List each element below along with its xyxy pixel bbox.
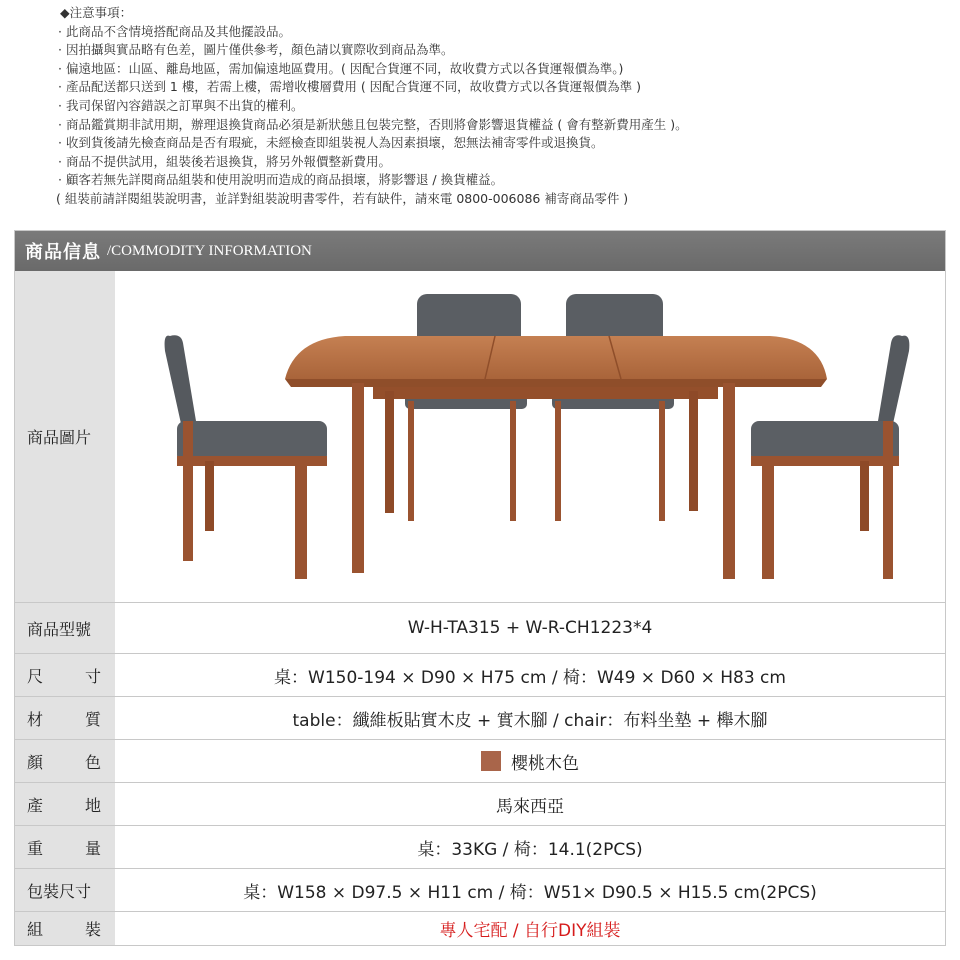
- label-material-b: 質: [84, 709, 101, 729]
- label-weight-b: 量: [84, 838, 101, 858]
- value-weight: 桌：33KG / 椅：14.1(2PCS): [417, 839, 643, 860]
- label-color-a: 顏: [27, 752, 44, 772]
- row-model: [15, 602, 945, 653]
- row-material: [15, 696, 945, 739]
- dining-set-illustration: [115, 271, 945, 602]
- color-swatch: [481, 751, 501, 771]
- note-line-assembly: ( 組裝前請詳閱組裝說明書，並詳對組裝說明書零件，若有缺件，請來電 0800-006086 補寄商品零件 ): [56, 190, 629, 206]
- label-assembly: [15, 912, 115, 945]
- back-chair-left: [405, 294, 527, 521]
- label-size-b: 寸: [84, 666, 101, 686]
- label-weight: [15, 826, 115, 868]
- value-size: 桌：W150-194 × D90 × H75 cm / 椅：W49 × D60 × H83 cm: [274, 667, 786, 688]
- label-material: [15, 697, 115, 739]
- color-name: 櫻桃木色: [511, 753, 579, 774]
- label-model: 商品型號: [27, 619, 92, 639]
- product-photo: [115, 271, 945, 602]
- label-color-b: 色: [84, 752, 101, 772]
- notes-heading: ◆注意事項：: [60, 5, 133, 20]
- label-material-a: 材: [27, 709, 44, 729]
- value-color: [115, 740, 945, 782]
- label-assembly-b: 裝: [84, 920, 101, 939]
- note-line: · 產品配送都只送到 1 樓，若需上樓，需增收樓層費用 ( 因配合貨運不同，故收費方式以各貨運報價為準 ): [58, 79, 642, 95]
- value-model: W-H-TA315 + W-R-CH1223*4: [407, 618, 653, 638]
- value-assembly: 專人宅配 / 自行DIY組裝: [439, 921, 621, 941]
- note-line: · 顧客若無先詳閱商品組裝和使用說明而造成的商品損壞，將影響退 / 換貨權益。: [58, 172, 504, 188]
- note-line: · 我司保留內容錯誤之訂單與不出貨的權利。: [58, 97, 304, 113]
- section-title-en: /COMMODITY INFORMATION: [107, 242, 312, 259]
- value-material: table：纖維板貼實木皮 + 實木腳 / chair：布料坐墊 + 櫸木腳: [292, 710, 768, 731]
- label-origin-a: 產: [27, 795, 44, 815]
- label-weight-a: 重: [27, 838, 44, 858]
- note-line: · 商品鑑賞期非試用期，辦理退換貨商品必須是新狀態且包裝完整，否則將會影響退貨權益 ( 會有整新費用產生 )。: [58, 116, 688, 132]
- section-header: [15, 231, 945, 271]
- note-line: · 因拍攝與實品略有色差，圖片僅供參考，顏色請以實際收到商品為準。: [58, 42, 454, 58]
- note-line: · 偏遠地區：山區、離島地區，需加偏遠地區費用。( 因配合貨運不同，故收費方式以各貨運報價為準。): [58, 60, 624, 76]
- row-assembly: [15, 911, 945, 945]
- row-weight: [15, 825, 945, 868]
- row-size: [15, 653, 945, 696]
- photo-label: 商品圖片: [27, 428, 92, 447]
- label-origin-b: 地: [84, 795, 101, 815]
- row-package: [15, 868, 945, 911]
- note-line: · 收到貨後請先檢查商品是否有瑕疵，未經檢查即組裝視人為因素損壞，恕無法補寄零件或退換貨。: [58, 135, 604, 151]
- note-line: · 此商品不含情境搭配商品及其他擺設品。: [58, 23, 291, 39]
- commodity-info-table: [14, 230, 946, 946]
- note-line: · 商品不提供試用，組裝後若退換貨，將另外報價整新費用。: [58, 153, 391, 169]
- back-chair-right: [552, 294, 674, 521]
- label-size-a: 尺: [27, 666, 44, 686]
- value-origin: 馬來西亞: [496, 796, 564, 817]
- section-title-zh: 商品信息: [25, 242, 101, 263]
- row-color: [15, 739, 945, 782]
- label-size: [15, 654, 115, 696]
- label-origin: [15, 783, 115, 825]
- label-assembly-a: 組: [27, 920, 44, 939]
- label-color: [15, 740, 115, 782]
- label-package: 包裝尺寸: [27, 881, 92, 901]
- photo-row: [15, 271, 945, 602]
- row-origin: [15, 782, 945, 825]
- value-package: 桌：W158 × D97.5 × H11 cm / 椅：W51× D90.5 × H15.5 cm(2PCS): [243, 882, 817, 903]
- notes-section: [58, 4, 938, 209]
